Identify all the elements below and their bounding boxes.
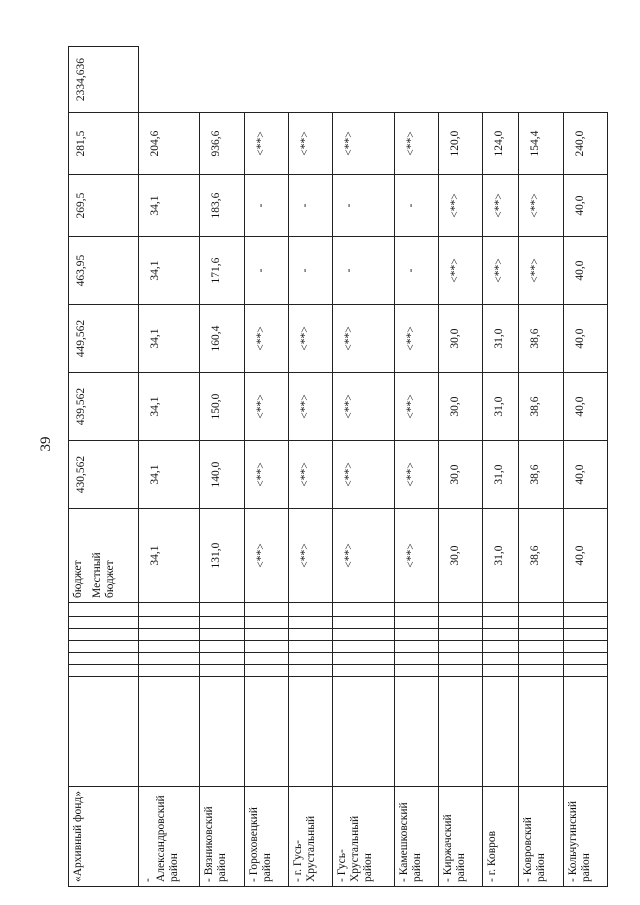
value-cell: <**> <box>288 113 332 175</box>
empty-cell <box>69 653 139 665</box>
empty-cell <box>200 677 244 787</box>
table-row <box>138 47 200 887</box>
row-name: «Архивный фонд» <box>69 787 139 887</box>
budget-label: бюджет <box>72 560 84 598</box>
empty-cell <box>483 617 519 629</box>
empty-cell <box>200 617 244 629</box>
table-row <box>288 47 332 887</box>
funding-table <box>68 46 608 887</box>
value-cell: 34,1 <box>138 509 200 603</box>
empty-cell <box>394 629 438 641</box>
value-cell: <**> <box>394 113 438 175</box>
value-cell: <**> <box>394 509 438 603</box>
empty-cell <box>519 677 563 787</box>
value-cell: 140,0 <box>200 441 244 509</box>
empty-cell <box>439 629 483 641</box>
empty-cell <box>333 629 395 641</box>
value-cell: <**> <box>333 113 395 175</box>
value-cell: 34,1 <box>138 373 200 441</box>
empty-cell <box>69 629 139 641</box>
empty-cell <box>69 677 139 787</box>
empty-cell <box>519 629 563 641</box>
value-cell: 171,6 <box>200 237 244 305</box>
table-row <box>69 47 139 887</box>
empty-cell <box>483 653 519 665</box>
empty-cell <box>483 665 519 677</box>
value-cell: 31,0 <box>483 509 519 603</box>
row-name: - Ковровский район <box>519 787 563 887</box>
empty-cell <box>138 603 200 617</box>
empty-cell <box>138 677 200 787</box>
value-cell: 40,0 <box>563 237 607 305</box>
empty-cell <box>288 641 332 653</box>
value-cell: - <box>394 237 438 305</box>
empty-cell <box>69 665 139 677</box>
empty-cell <box>138 617 200 629</box>
value-cell: - <box>394 175 438 237</box>
empty-cell <box>519 617 563 629</box>
empty-cell <box>563 617 607 629</box>
empty-cell <box>69 603 139 617</box>
value-cell: 160,4 <box>200 305 244 373</box>
empty-cell <box>483 641 519 653</box>
value-cell: - <box>288 175 332 237</box>
value-cell: 30,0 <box>439 441 483 509</box>
empty-cell <box>439 665 483 677</box>
empty-cell <box>200 665 244 677</box>
value-cell: 150,0 <box>200 373 244 441</box>
empty-cell <box>394 603 438 617</box>
value-cell: 40,0 <box>563 373 607 441</box>
value-cell: <**> <box>439 237 483 305</box>
table-row <box>519 47 563 887</box>
value-cell: 40,0 <box>563 441 607 509</box>
table-row <box>200 47 244 887</box>
row-name: - г. Ковров <box>483 787 519 887</box>
empty-cell <box>288 629 332 641</box>
value-cell: 30,0 <box>439 305 483 373</box>
value-cell: <**> <box>288 305 332 373</box>
value-cell: 34,1 <box>138 441 200 509</box>
page-number: 39 <box>38 436 54 452</box>
row-name: - Киржачский район <box>439 787 483 887</box>
value-cell: <**> <box>244 113 288 175</box>
value-cell: <**> <box>394 373 438 441</box>
value-cell: <**> <box>244 373 288 441</box>
empty-cell <box>244 617 288 629</box>
row-name: - Александровский район <box>138 787 200 887</box>
value-cell: 204,6 <box>138 113 200 175</box>
empty-cell <box>244 653 288 665</box>
value-cell: 120,0 <box>439 113 483 175</box>
row-name: - Кольчугинский район <box>563 787 607 887</box>
empty-cell <box>439 653 483 665</box>
empty-cell <box>244 677 288 787</box>
empty-cell <box>563 641 607 653</box>
value-cell: 439,562 <box>69 373 139 441</box>
value-cell: <**> <box>244 305 288 373</box>
empty-cell <box>244 603 288 617</box>
value-cell: <**> <box>519 237 563 305</box>
empty-cell <box>563 603 607 617</box>
empty-cell <box>394 617 438 629</box>
value-cell: <**> <box>439 175 483 237</box>
empty-cell <box>288 603 332 617</box>
value-cell: <**> <box>244 509 288 603</box>
rotated-table-container <box>68 57 608 887</box>
value-cell: - <box>288 237 332 305</box>
row-name: - Гусь-Хрустальный район <box>333 787 395 887</box>
value-cell: 38,6 <box>519 441 563 509</box>
table-row <box>244 47 288 887</box>
budget-subcategory: Местный бюджет <box>91 552 116 598</box>
value-cell: 31,0 <box>483 305 519 373</box>
row-name: - Гороховецкий район <box>244 787 288 887</box>
value-cell: 40,0 <box>563 305 607 373</box>
empty-cell <box>519 653 563 665</box>
value-cell: <**> <box>483 237 519 305</box>
value-cell: - <box>244 237 288 305</box>
value-cell: <**> <box>333 305 395 373</box>
empty-cell <box>439 677 483 787</box>
value-cell: 183,6 <box>200 175 244 237</box>
value-cell: <**> <box>333 509 395 603</box>
value-cell: 936,6 <box>200 113 244 175</box>
empty-cell <box>333 641 395 653</box>
empty-cell <box>394 665 438 677</box>
empty-cell <box>138 665 200 677</box>
value-cell: 449,562 <box>69 305 139 373</box>
empty-cell <box>563 665 607 677</box>
value-cell: 240,0 <box>563 113 607 175</box>
value-cell: 34,1 <box>138 305 200 373</box>
empty-cell <box>439 617 483 629</box>
row-name: - г. Гусь-Хрустальный <box>288 787 332 887</box>
empty-cell <box>69 617 139 629</box>
empty-cell <box>563 677 607 787</box>
empty-cell <box>288 677 332 787</box>
value-cell: <**> <box>288 441 332 509</box>
value-cell: 38,6 <box>519 305 563 373</box>
value-cell: <**> <box>333 441 395 509</box>
value-cell: 131,0 <box>200 509 244 603</box>
empty-cell <box>563 653 607 665</box>
empty-cell <box>333 665 395 677</box>
value-cell: <**> <box>244 441 288 509</box>
empty-cell <box>483 677 519 787</box>
value-cell: 34,1 <box>138 175 200 237</box>
value-cell: 463,95 <box>69 237 139 305</box>
value-cell: <**> <box>394 305 438 373</box>
value-cell: 40,0 <box>563 509 607 603</box>
value-cell: 38,6 <box>519 509 563 603</box>
value-cell: - <box>333 237 395 305</box>
empty-cell <box>563 629 607 641</box>
empty-cell <box>200 629 244 641</box>
value-cell: 2334,636 <box>69 47 139 113</box>
value-cell: 34,1 <box>138 237 200 305</box>
empty-cell <box>333 603 395 617</box>
value-cell: 31,0 <box>483 373 519 441</box>
row-name: - Камешковский район <box>394 787 438 887</box>
empty-cell <box>138 641 200 653</box>
value-cell: 269,5 <box>69 175 139 237</box>
empty-cell <box>519 641 563 653</box>
empty-cell <box>333 653 395 665</box>
row-name: - Вязниковский район <box>200 787 244 887</box>
value-cell: 31,0 <box>483 441 519 509</box>
empty-cell <box>394 653 438 665</box>
empty-cell <box>244 641 288 653</box>
empty-cell <box>69 641 139 653</box>
empty-cell <box>138 629 200 641</box>
empty-cell <box>244 665 288 677</box>
empty-cell <box>200 603 244 617</box>
empty-cell <box>483 603 519 617</box>
empty-cell <box>439 603 483 617</box>
value-cell: 154,4 <box>519 113 563 175</box>
empty-cell <box>519 665 563 677</box>
value-cell: 38,6 <box>519 373 563 441</box>
empty-cell <box>244 629 288 641</box>
value-cell: <**> <box>288 373 332 441</box>
value-cell: <**> <box>519 175 563 237</box>
empty-cell <box>288 665 332 677</box>
empty-cell <box>200 641 244 653</box>
value-cell: 124,0 <box>483 113 519 175</box>
empty-cell <box>439 641 483 653</box>
value-cell: <**> <box>394 441 438 509</box>
table-row <box>333 47 395 887</box>
value-cell: <**> <box>483 175 519 237</box>
value-cell: 30,0 <box>439 373 483 441</box>
value-cell: 430,562 <box>69 441 139 509</box>
empty-cell <box>483 629 519 641</box>
table-row <box>563 47 607 887</box>
value-cell: - <box>333 175 395 237</box>
empty-cell <box>288 653 332 665</box>
table-row <box>439 47 483 887</box>
empty-cell <box>200 653 244 665</box>
empty-cell <box>394 641 438 653</box>
table-row <box>394 47 438 887</box>
empty-cell <box>519 603 563 617</box>
value-cell: - <box>244 175 288 237</box>
empty-cell <box>138 653 200 665</box>
value-cell: <**> <box>333 373 395 441</box>
value-cell: 30,0 <box>439 509 483 603</box>
value-cell: 281,5 <box>69 113 139 175</box>
value-cell: <**> <box>288 509 332 603</box>
value-cell: 40,0 <box>563 175 607 237</box>
budget-cell <box>69 509 139 603</box>
empty-cell <box>394 677 438 787</box>
empty-cell <box>333 617 395 629</box>
table-row <box>483 47 519 887</box>
empty-cell <box>333 677 395 787</box>
empty-cell <box>288 617 332 629</box>
